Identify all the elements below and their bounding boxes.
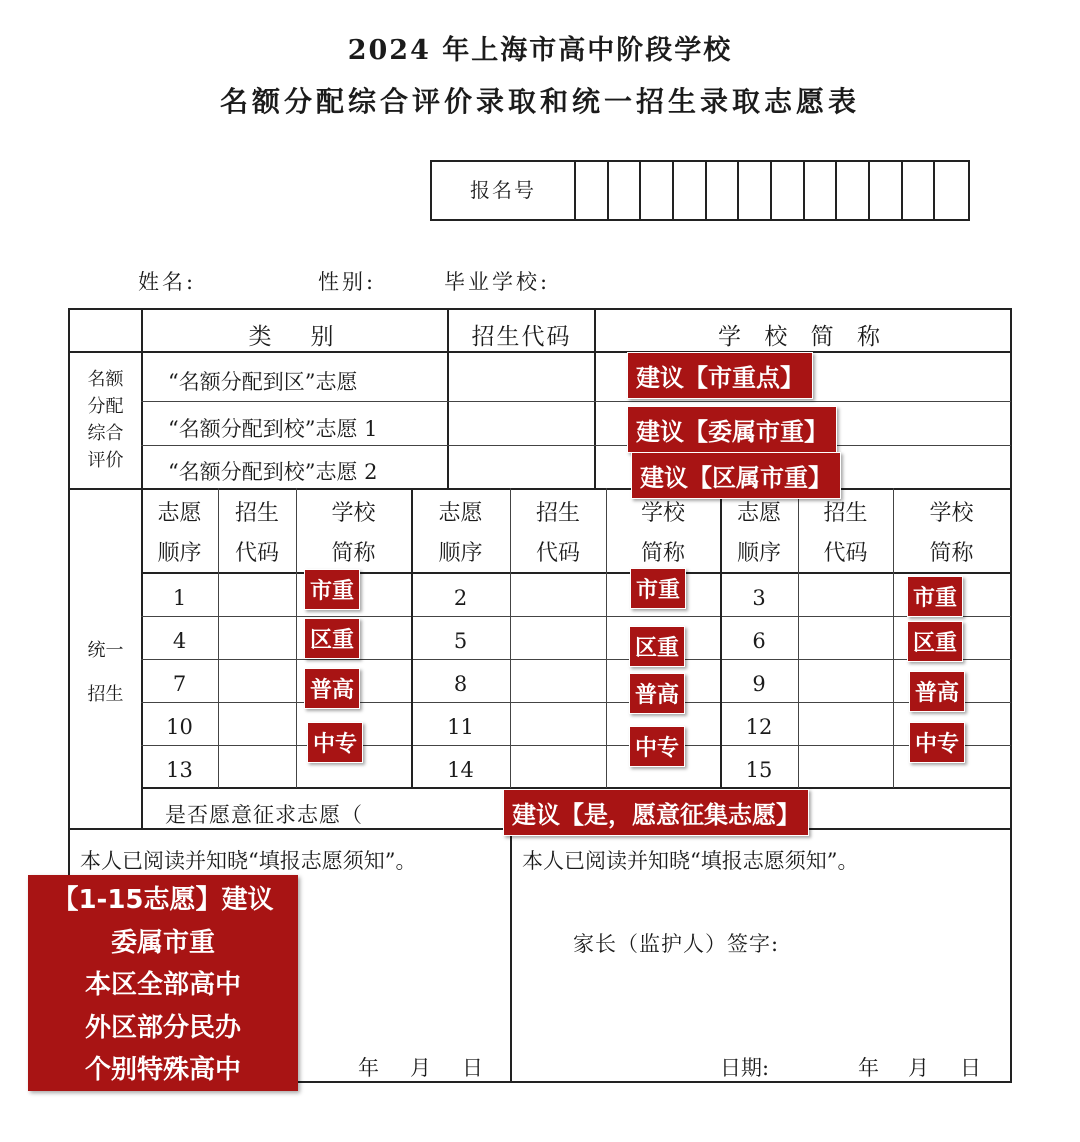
registration-digit-cell[interactable] [609, 162, 642, 219]
header-order: 志愿 顺序 [157, 501, 202, 566]
registration-digit-cell[interactable] [805, 162, 838, 219]
date-left-day: 日 [462, 1056, 483, 1080]
date-right-day: 日 [960, 1056, 981, 1080]
tag-unified-suggestion: 市重 [630, 568, 686, 609]
tag-unified-suggestion: 市重 [304, 569, 360, 610]
tag-unified-suggestion: 中专 [909, 722, 965, 763]
tag-unified-suggestion: 区重 [304, 618, 360, 659]
header-school-abbr: 学校 简称 [640, 501, 685, 566]
registration-label: 报名号 [432, 162, 576, 219]
registration-digit-cell[interactable] [903, 162, 936, 219]
tag-unified-suggestion: 市重 [907, 576, 963, 617]
quota-row-school-1: “名额分配到校”志愿 1 [168, 417, 378, 441]
tag-quota-school-2: 建议【区属市重】 [631, 452, 841, 499]
registration-digit-cell[interactable] [674, 162, 707, 219]
header-admission-code: 招生 代码 [823, 501, 868, 566]
notice-left: 本人已阅读并知晓“填报志愿须知”。 [80, 849, 417, 873]
notice-right: 本人已阅读并知晓“填报志愿须知”。 [522, 849, 859, 873]
tag-willing: 建议【是，愿意征集志愿】 [503, 789, 809, 836]
registration-digit-cell[interactable] [837, 162, 870, 219]
gender-label: 性别: [318, 270, 377, 294]
unified-section-label: 统一 招生 [87, 640, 124, 705]
advice-line: 本区全部高中 [84, 970, 241, 1000]
header-order: 志愿 顺序 [438, 501, 483, 566]
quota-section-label: 名额 分配 综合 评价 [87, 369, 124, 471]
parent-signature-label: 家长（监护人）签字: [573, 932, 780, 956]
volunteer-order-number: 8 [453, 672, 468, 696]
header-order: 志愿 顺序 [736, 501, 781, 566]
advice-line: 【1-15志愿】建议 [52, 885, 274, 915]
tag-unified-suggestion: 普高 [304, 668, 360, 709]
form-title-line2: 名额分配综合评价录取和统一招生录取志愿表 [219, 85, 860, 118]
tag-quota-district: 建议【市重点】 [627, 352, 813, 399]
volunteer-order-number: 4 [172, 629, 187, 653]
registration-digit-cell[interactable] [739, 162, 772, 219]
registration-number-box [430, 160, 970, 221]
volunteer-order-number: 9 [752, 672, 766, 696]
name-label: 姓名: [138, 270, 197, 294]
registration-digit-cell[interactable] [707, 162, 740, 219]
form-title-line1: 2024 年上海市高中阶段学校 [347, 35, 733, 66]
header-school-abbr: 学校 简称 [331, 501, 376, 566]
header-school-abbr: 学校 简称 [929, 501, 974, 566]
registration-digit-cell[interactable] [870, 162, 903, 219]
registration-digit-cell[interactable] [935, 162, 968, 219]
date-left-month: 月 [410, 1056, 431, 1080]
registration-digit-cell[interactable] [772, 162, 805, 219]
registration-digit-cell[interactable] [641, 162, 674, 219]
tag-quota-school-1: 建议【委属市重】 [627, 406, 837, 453]
volunteer-order-number: 15 [745, 758, 773, 782]
volunteer-order-number: 2 [453, 586, 468, 610]
advice-line: 外区部分民办 [84, 1012, 241, 1043]
date-right-month: 月 [908, 1056, 929, 1080]
volunteer-order-number: 5 [453, 629, 468, 653]
volunteer-order-number: 1 [172, 586, 187, 610]
volunteer-order-number: 14 [447, 758, 474, 782]
date-right-year: 年 [858, 1056, 879, 1080]
volunteer-order-number: 3 [752, 586, 766, 610]
tag-unified-suggestion: 区重 [629, 626, 685, 667]
willing-label: 是否愿意征求志愿（ [165, 803, 363, 827]
date-left-year: 年 [358, 1056, 379, 1080]
volunteer-order-number: 11 [447, 715, 474, 739]
date-right-label: 日期: [720, 1056, 770, 1080]
header-admission-code: 招生 代码 [234, 501, 279, 566]
header-school: 学 校 简 称 [718, 324, 888, 350]
tag-unified-suggestion: 普高 [909, 671, 965, 712]
tag-unified-suggestion: 普高 [629, 673, 685, 714]
tag-unified-suggestion: 中专 [307, 722, 363, 763]
advice-line: 个别特殊高中 [84, 1055, 241, 1085]
volunteer-order-number: 6 [752, 629, 766, 653]
volunteer-order-number: 13 [166, 758, 193, 782]
quota-row-district: “名额分配到区”志愿 [168, 370, 358, 394]
tag-unified-suggestion: 中专 [629, 726, 685, 767]
registration-digit-cell[interactable] [576, 162, 609, 219]
header-code: 招生代码 [471, 324, 572, 350]
volunteer-order-number: 10 [166, 715, 193, 739]
header-category: 类 别 [248, 324, 342, 350]
volunteer-order-number: 7 [172, 672, 187, 696]
volunteer-order-number: 12 [745, 715, 773, 739]
school-label: 毕业学校: [444, 270, 551, 294]
advice-line: 委属市重 [110, 927, 215, 958]
advice-block [28, 875, 298, 1091]
quota-row-school-2: “名额分配到校”志愿 2 [168, 460, 378, 484]
header-admission-code: 招生 代码 [535, 501, 580, 566]
tag-unified-suggestion: 区重 [907, 621, 963, 662]
